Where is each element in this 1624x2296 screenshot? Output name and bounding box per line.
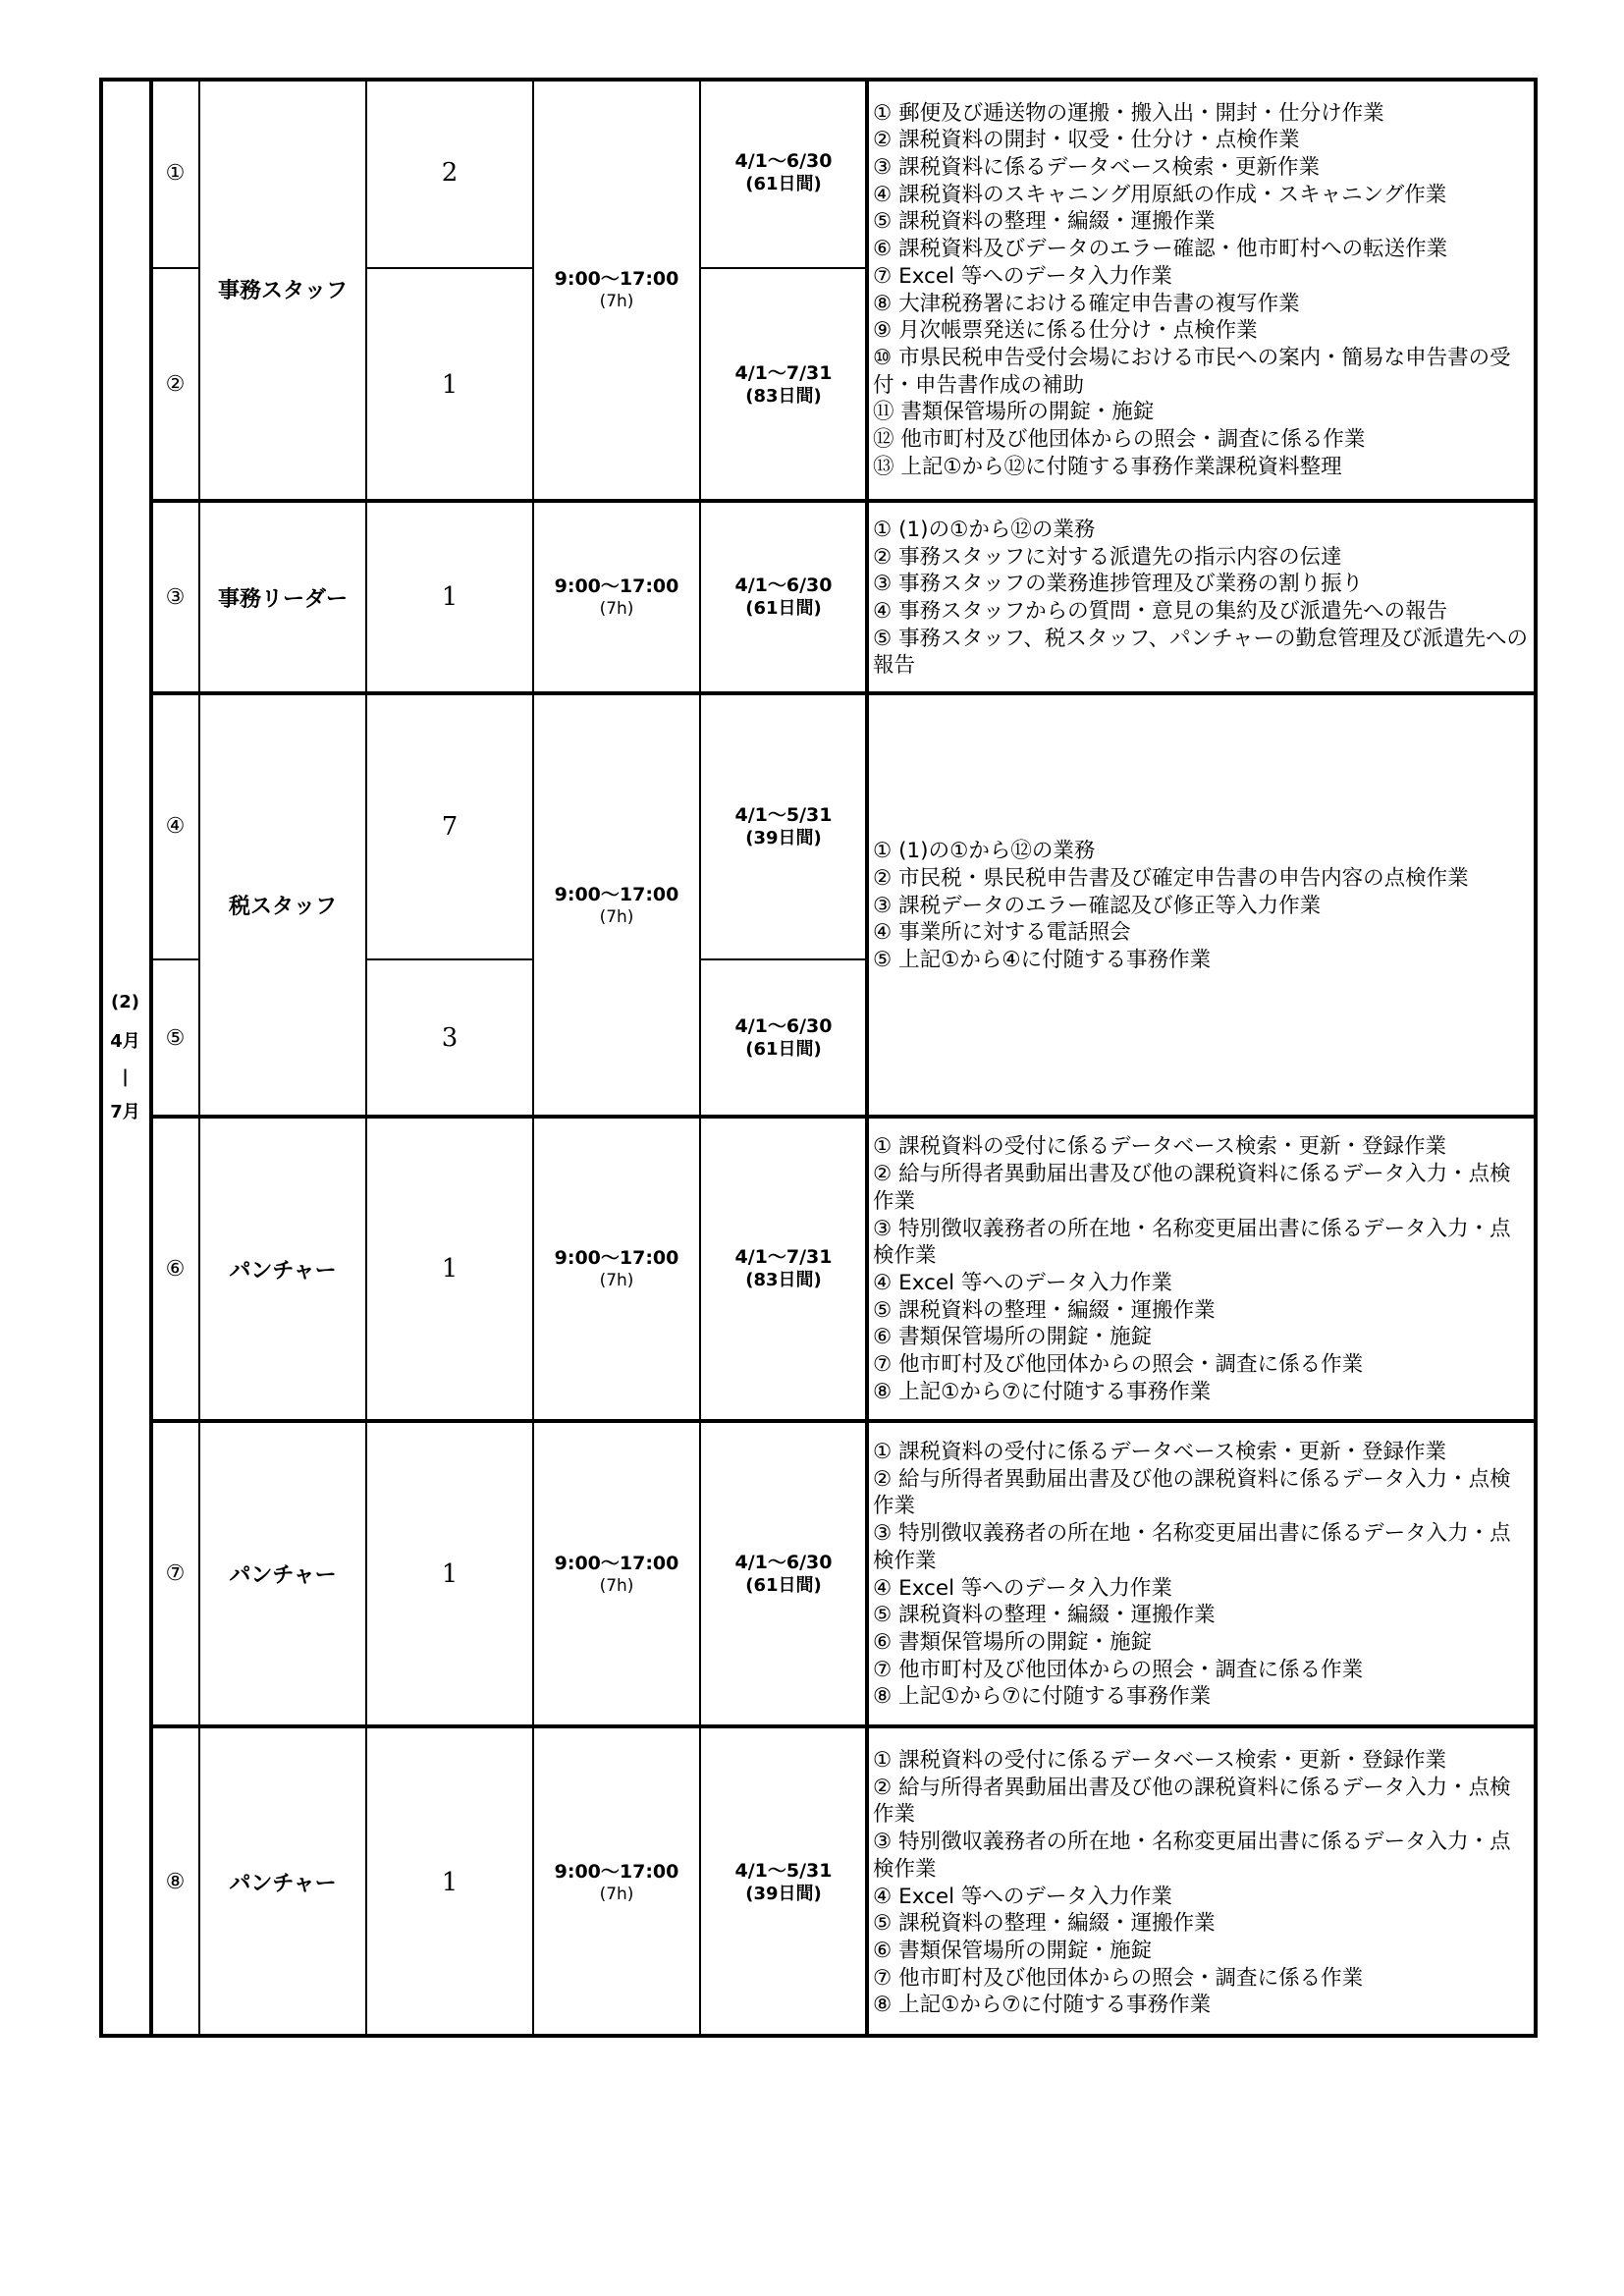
column-divider [532, 78, 534, 2038]
row-number: ⑦ [165, 1561, 186, 1586]
task-item: ⑧ 上記①から⑦に付随する事務作業 [873, 1993, 1212, 2018]
staff-count: 1 [441, 1254, 459, 1284]
contract-period [700, 959, 867, 1117]
working-hours [533, 78, 700, 501]
group-divider [151, 1724, 1538, 1728]
group-divider [151, 1115, 1538, 1119]
working-hours-sub: (7h) [599, 1575, 634, 1596]
row-number: ⑥ [165, 1256, 186, 1282]
staff-count: 1 [441, 582, 459, 612]
task-list [869, 695, 1536, 1115]
period-to: 7月 [110, 1102, 140, 1122]
task-item: ② 課税資料の開封・収受・仕分け・点検作業 [873, 128, 1300, 153]
row-divider [151, 267, 199, 269]
task-item: ① 郵便及び逓送物の運搬・搬入出・開封・仕分け作業 [873, 100, 1384, 126]
row-number: ④ [165, 814, 186, 839]
staffing-table [99, 78, 1538, 2038]
contract-period-main: 4/1～6/30 [734, 1551, 833, 1573]
outer-border-left [99, 78, 103, 2038]
role-name: 事務スタッフ [217, 279, 348, 303]
task-item: ⑥ 書類保管場所の開錠・施錠 [873, 1325, 1153, 1350]
task-list [869, 1728, 1536, 2036]
group-divider [151, 499, 1538, 503]
working-hours [533, 1117, 700, 1421]
row-divider [700, 267, 867, 269]
working-hours-main: 9:00～17:00 [554, 575, 679, 597]
task-item: ⑥ 課税資料及びデータのエラー確認・他市町村への転送作業 [873, 237, 1448, 262]
working-hours-main: 9:00～17:00 [554, 267, 679, 290]
contract-period [700, 501, 867, 693]
task-list [869, 503, 1536, 691]
outer-border-right [1534, 78, 1538, 2038]
contract-period-sub: (61日間) [745, 174, 822, 194]
task-item: ⑦ Excel 等へのデータ入力作業 [873, 263, 1172, 289]
row-number: ⑧ [165, 1870, 186, 1894]
task-item: ④ Excel 等へのデータ入力作業 [873, 1271, 1172, 1295]
task-item: ③ 特別徴収義務者の所在地・名称変更届出書に係るデータ入力・点検作業 [873, 1521, 1511, 1573]
task-item: ② 給与所得者異動届出書及び他の課税資料に係るデータ入力・点検作業 [873, 1162, 1511, 1214]
contract-period-sub: (61日間) [745, 1574, 822, 1596]
staff-count: 1 [441, 369, 459, 400]
row-divider [366, 958, 533, 960]
row-divider [366, 267, 533, 269]
working-hours-sub: (7h) [599, 1884, 634, 1904]
task-item: ③ 特別徴収義務者の所在地・名称変更届出書に係るデータ入力・点検作業 [873, 1216, 1511, 1269]
contract-period-main: 4/1～6/30 [734, 574, 833, 596]
task-item: ① 課税資料の受付に係るデータベース検索・更新・登録作業 [873, 1134, 1447, 1160]
working-hours-sub: (7h) [599, 906, 634, 927]
task-item: ⑧ 上記①から⑦に付随する事務作業 [873, 1684, 1212, 1710]
period-separator: | [122, 1066, 129, 1087]
staff-count: 2 [441, 158, 459, 188]
task-item: ④ 事業所に対する電話照会 [873, 920, 1131, 946]
role-name: パンチャー [229, 1258, 337, 1284]
contract-period-main: 4/1～6/30 [734, 150, 833, 172]
contract-period [700, 268, 867, 501]
task-item: ⑦ 他市町村及び他団体からの照会・調査に係る作業 [873, 1965, 1364, 1991]
row-number: ② [165, 372, 186, 397]
task-item: ⑤ 課税資料の整理・編綴・運搬作業 [873, 1297, 1216, 1323]
task-item: ④ 課税資料のスキャニング用原紙の作成・スキャニング作業 [873, 182, 1447, 207]
column-divider [699, 78, 701, 2038]
working-hours-sub: (7h) [599, 599, 634, 619]
role-name: パンチャー [229, 1872, 337, 1896]
task-item: ④ 事務スタッフからの質問・意見の集約及び派遣先への報告 [873, 599, 1448, 624]
working-hours [533, 1726, 700, 2038]
task-item: ⑤ 課税資料の整理・編綴・運搬作業 [873, 1603, 1216, 1628]
working-hours-main: 9:00～17:00 [554, 1860, 679, 1883]
task-item: ⑧ 大津税務署における確定申告書の複写作業 [873, 291, 1300, 316]
role-name: 事務リーダー [217, 586, 348, 612]
contract-period-main: 4/1～5/31 [734, 1859, 833, 1882]
role-name: 税スタッフ [228, 895, 337, 919]
column-divider [365, 78, 367, 2038]
contract-period-sub: (39日間) [745, 1883, 822, 1904]
working-hours-main: 9:00～17:00 [554, 883, 679, 905]
contract-period-sub: (83日間) [745, 385, 822, 407]
task-item: ① (1)の①から⑫の業務 [873, 839, 1096, 864]
period-from: 4月 [110, 1031, 140, 1052]
working-hours [533, 501, 700, 693]
contract-period [700, 1421, 867, 1726]
working-hours-sub: (7h) [599, 291, 634, 311]
task-item: ⑤ 事務スタッフ、税スタッフ、パンチャーの勤怠管理及び派遣先への報告 [873, 626, 1529, 679]
period-column [99, 78, 151, 2038]
task-item: ⑧ 上記①から⑦に付随する事務作業 [873, 1379, 1212, 1404]
contract-period-sub: (61日間) [745, 598, 822, 619]
contract-period-sub: (83日間) [745, 1270, 822, 1290]
column-divider [198, 78, 200, 2038]
task-list [869, 1119, 1536, 1419]
working-hours [533, 693, 700, 1117]
row-divider [700, 958, 867, 960]
task-item: ③ 特別徴収義務者の所在地・名称変更届出書に係るデータ入力・点検作業 [873, 1830, 1511, 1882]
group-divider [151, 1419, 1538, 1423]
task-item: ④ Excel 等へのデータ入力作業 [873, 1575, 1172, 1601]
task-item: ⑩ 市県民税申告受付会場における市民への案内・簡易な申告書の受付・申告書作成の補助 [873, 345, 1511, 398]
contract-period-main: 4/1～7/31 [734, 361, 833, 384]
task-item: ⑥ 書類保管場所の開錠・施錠 [873, 1938, 1153, 1963]
task-item: ① 課税資料の受付に係るデータベース検索・更新・登録作業 [873, 1747, 1447, 1773]
task-list [869, 1423, 1536, 1724]
working-hours [533, 1421, 700, 1726]
contract-period-sub: (61日間) [745, 1039, 822, 1060]
column-divider [865, 78, 869, 2038]
task-item: ⑤ 上記①から④に付随する事務作業 [873, 948, 1212, 973]
task-item: ② 給与所得者異動届出書及び他の課税資料に係るデータ入力・点検作業 [873, 1775, 1511, 1828]
staff-count: 1 [441, 1558, 459, 1589]
role-name: パンチャー [229, 1563, 337, 1588]
task-item: ⑬ 上記①から⑫に付随する事務作業課税資料整理 [873, 454, 1342, 479]
task-item: ⑥ 書類保管場所の開錠・施錠 [873, 1629, 1153, 1655]
task-item: ⑨ 月次帳票発送に係る仕分け・点検作業 [873, 318, 1258, 344]
group-divider [151, 691, 1538, 695]
task-item: ② 事務スタッフに対する派遣先の指示内容の伝達 [873, 544, 1342, 570]
task-list [869, 80, 1536, 499]
column-divider [149, 78, 153, 2038]
contract-period [700, 1117, 867, 1421]
task-item: ② 市民税・県民税申告書及び確定申告書の申告内容の点検作業 [873, 865, 1469, 891]
task-item: ① (1)の①から⑫の業務 [873, 517, 1096, 542]
contract-period [700, 693, 867, 959]
contract-period-main: 4/1～6/30 [734, 1015, 833, 1037]
outer-border-bottom [99, 2034, 1538, 2038]
task-item: ③ 課税資料に係るデータベース検索・更新作業 [873, 154, 1321, 180]
row-number: ③ [165, 584, 186, 610]
task-item: ⑦ 他市町村及び他団体からの照会・調査に係る作業 [873, 1352, 1364, 1378]
contract-period [700, 78, 867, 268]
staff-count: 3 [441, 1023, 459, 1053]
task-item: ④ Excel 等へのデータ入力作業 [873, 1884, 1172, 1909]
task-item: ③ 事務スタッフの業務進捗管理及び業務の割り振り [873, 572, 1364, 597]
row-number: ① [165, 160, 186, 186]
task-item: ② 給与所得者異動届出書及び他の課税資料に係るデータ入力・点検作業 [873, 1466, 1511, 1519]
task-item: ① 課税資料の受付に係るデータベース検索・更新・登録作業 [873, 1439, 1447, 1464]
row-divider [151, 958, 199, 960]
task-item: ⑤ 課税資料の整理・編綴・運搬作業 [873, 1911, 1216, 1937]
outer-border-top [99, 78, 1538, 82]
row-number: ⑤ [165, 1025, 186, 1051]
task-item: ⑪ 書類保管場所の開錠・施錠 [873, 400, 1155, 425]
task-item: ③ 課税データのエラー確認及び修正等入力作業 [873, 893, 1322, 918]
task-item: ⑦ 他市町村及び他団体からの照会・調査に係る作業 [873, 1657, 1364, 1682]
working-hours-main: 9:00～17:00 [554, 1552, 679, 1574]
contract-period-main: 4/1～5/31 [734, 803, 833, 826]
task-item: ⑤ 課税資料の整理・編綴・運搬作業 [873, 209, 1216, 235]
contract-period [700, 1726, 867, 2038]
task-item: ⑫ 他市町村及び他団体からの照会・調査に係る作業 [873, 427, 1366, 453]
working-hours-main: 9:00～17:00 [554, 1247, 679, 1269]
contract-period-main: 4/1～7/31 [734, 1246, 833, 1268]
staff-count: 1 [441, 1867, 459, 1897]
period-section: (2) [111, 992, 139, 1012]
staff-count: 7 [441, 811, 459, 842]
contract-period-sub: (39日間) [745, 827, 822, 848]
working-hours-sub: (7h) [599, 1271, 634, 1290]
